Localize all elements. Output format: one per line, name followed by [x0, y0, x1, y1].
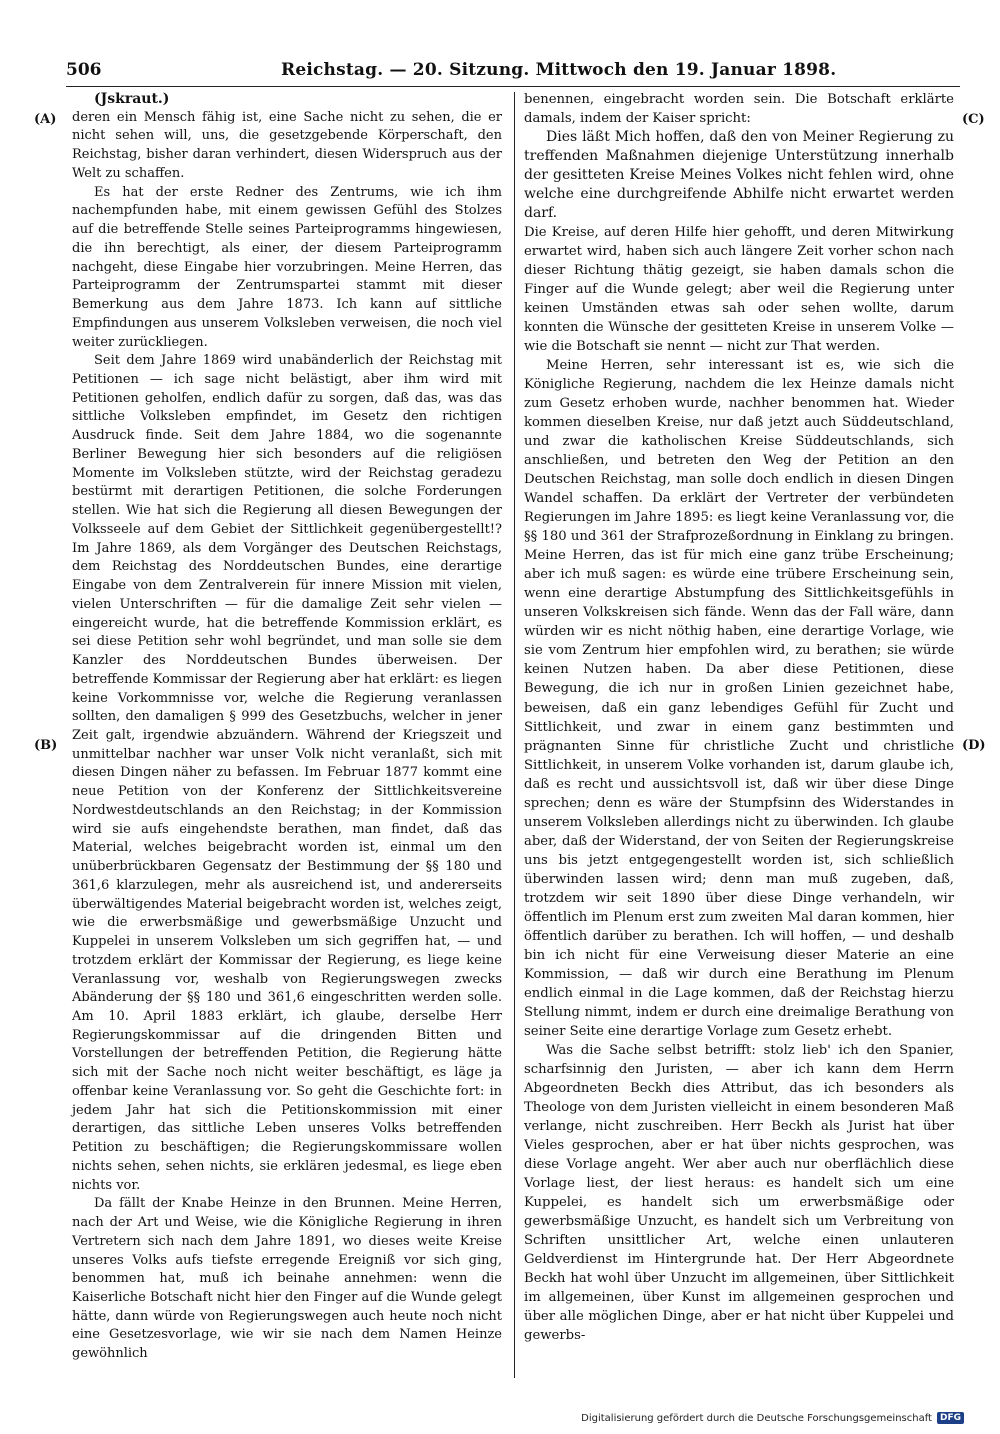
paragraph: Was die Sache selbst betrifft: stolz lieb' ich den Spanier, scharfsinnig den Juristen, — aber ich kann dem Herrn Abgeordneten Beckh dies Attribut, das ich besonders als Theologe von dem Juristen vielleicht in einem besonderen Maß verlange, nicht zuschreiben. Herr Beckh als Jurist hat über Vieles gesprochen, aber er hat über nichts gesprochen, was diese Vorlage angeht. Wer aber auch nur oberflächlich diese Vorlage liest, der liest heraus: es handelt sich um eine Kuppelei, es handelt sich um erwerbsmäßige oder gewerbsmäßige Unzucht, es handelt sich um Verbreitung von Schriften unsittlicher Art, welche einen unlauteren Geldverdienst im Hintergrunde hat. Der Herr Abgeordnete Beckh hat wohl über Unzucht im allgemeinen, über Sittlichkeit im allgemeinen, über Kunst im allgemeinen gesprochen und über alle möglichen Dinge, aber er hat nicht über Kuppelei und gewerbs- — [524, 1042, 954, 1344]
paragraph: benennen, eingebracht worden sein. Die Botschaft erklärte damals, indem der Kaiser spricht: — [524, 92, 954, 127]
funding-credit: Digitalisierung gefördert durch die Deutsche Forschungsgemeinschaft — [581, 1412, 932, 1424]
footer-credit — [581, 1412, 964, 1424]
speaker-name: (Jskraut.) — [94, 91, 170, 107]
paragraph: Es hat der erste Redner des Zentrums, wie ich ihm nachempfunden habe, mit einem gewissen Gefühl des Stolzes auf die betreffende Stelle seines Parteiprogramms hingewiesen, die ihn berechtigt, als einer, der diesem Parteiprogramm nachgeht, diese Eingabe hier vorzubringen. Meine Herren, das Parteiprogramm der Zentrumspartei stammt mit dieser Bemerkung aus dem Jahre 1873. Ich kann auf sittliche Empfindungen aus unserem Volksleben verweisen, die noch viel weiter zurückliegen. — [72, 184, 502, 350]
paragraph: Meine Herren, sehr interessant ist es, wie sich die Königliche Regierung, nachdem die lex Heinze damals nicht zum Gesetz erhoben wurde, nachher benommen hat. Wieder kommen dieselben Kreise, nur daß jetzt auch Süddeutschland, und zwar die katholischen Kreise Süddeutschlands, sich anschließen, und betreten den Weg der Petition an den Deutschen Reichstag, man solle doch endlich in diesen Dingen Wandel schaffen. Da erklärt der Vertreter der verbündeten Regierungen im Jahre 1895: es liegt keine Veranlassung vor, die §§ 180 und 361 der Strafprozeßordnung in Einklang zu bringen. Meine Herren, das ist für mich eine ganz trübe Erscheinung; aber ich muß sagen: es würde eine trübere Erscheinung sein, wenn eine derartige Abstumpfung des Sittlichkeitsgefühls in unseren Volkskreisen sich fände. Wenn das der Fall wäre, dann würden wir es nicht nöthig haben, eine derartige Vorlage, wie sie vom Zentrum hier empfohlen wird, zu berathen; sie würde keinen Nutzen haben. Da aber diese Petitionen, diese Bewegung, die ich nur in großen Linien gezeichnet habe, beweisen, daß ein ganz lebendiges Gefühl für Zucht und Sittlichkeit, und zwar in einem ganz bestimmten und prägnanten Sinne für christliche Zucht und christliche Sittlichkeit, in unserem Volke vorhanden ist, darum glaube ich, daß es recht und aussichtsvoll ist, daß wir über diese Dinge sprechen; denn es wäre der Stumpfsinn des Widerstandes in unserem Volksleben allerdings nicht zu überwinden. Ich glaube aber, daß der Widerstand, der von Seiten der Regierungskreise uns bis jetzt entgegengestellt worden ist, sich schließlich überwinden lassen wird; denn man muß zugeben, daß, trotzdem wir seit 1890 über diese Dinge verhandeln, wir öffentlich im Plenum erst zum zweiten Mal daran kommen, hier öffentlich darüber zu berathen. Ich will hoffen, — und deshalb bin ich nicht für eine Verweisung dieser Materie an eine Kommission, — daß wir durch eine Berathung im Plenum endlich einmal in die Lage kommen, daß der Reichstag hierzu Stellung nimmt, indem er durch eine dreimalige Berathung von seiner Seite eine derartige Vorlage zum Gesetz erhebt. — [524, 358, 955, 1039]
margin-mark-b: (B) — [34, 738, 58, 753]
block-quote: Dies läßt Mich hoffen, daß den von Meiner Regierung zu treffenden Maßnahmen diejenige Unterstützung innerhalb der gesitteten Kreise Meines Volkes nicht fehlen wird, ohne welche eine durchgreifende Abhilfe nicht erwartet werden darf. — [524, 129, 954, 222]
paragraph: Seit dem Jahre 1869 wird unabänderlich der Reichstag mit Petitionen — ich sage nicht belästigt, aber ihm wird mit Petitionen geholfen, endlich dafür zu sorgen, daß das, was das sittliche Volksleben empfindet, im Gesetz den richtigen Ausdruck finde. Seit dem Jahre 1884, wo die sogenannte Berliner Bewegung hier sich besonders auf die religiösen Momente im Volksleben stützte, wird der Reichstag geradezu bestürmt mit derartigen Petitionen, die solche Forderungen stellen. Wie hat sich die Regierung all diesen Bewegungen der Volksseele auf dem Gebiet der Sittlichkeit gegenübergestellt!? Im Jahre 1869, als dem Vorgänger des Deutschen Reichstags, dem Reichstag des Norddeutschen Bundes, eine derartige Eingabe von dem Zentralverein für innere Mission mit vielen, vielen Unterschriften — für die damalige Zeit sehr vielen — eingereicht wurde, hat die betreffende Kommission erklärt, es sei diese Petition sehr wohl begründet, und man solle sie dem Kanzler des Norddeutschen Bundes überweisen. Der betreffende Kommissar der Regierung aber hat erklärt: es liegen keine Vorkommnisse vor, welche die Regierung veranlassen sollten, den damaligen § 999 des Gesetzbuchs, welcher in jener Zeit galt, irgendwie abzuändern. Während der Kriegszeit und unmittelbar nachher war unser Volk nicht veranlaßt, sich mit diesen Dingen näher zu befassen. Im Februar 1877 kommt eine neue Petition von der Konferenz der Sittlichkeitsvereine Nordwestdeutschlands an den Reichstag; in der Kommission wird sie aufs eingehendste berathen, man findet, daß das Material, welches beigebracht worden ist, einmal um den unüberbrückbaren Gegensatz der Bestimmung der §§ 180 und 361,6 klarzulegen, mehr als ausreichend ist, und andererseits überwältigendes Material beigebracht worden ist, welches zeigt, wie die erwerbsmäßige und gewerbsmäßige Unzucht und Kuppelei in unserem Volksleben um sich gegriffen hat, — und trotzdem erklärt der Kommissar der Regierung, es liege keine Veranlassung vor, weshalb von Regierungswegen zwecks Abänderung der §§ 180 und 361,6 eingeschritten werden solle. Am 10. April 1883 erklärt, ich glaube, derselbe Herr Regierungskommissar auf die dringenden Bitten und Vorstellungen der betreffenden Petition, die Regierung hätte sich mit der Sache noch nicht weiter beschäftigt, es läge ja offenbar keine Veranlassung vor. So geht die Geschichte fort: in jedem Jahr hat sich die Petitionskommission mit einer derartigen, das sittliche Leben unseres Volks betreffenden Petition zu beschäftigen; die Regierungskommissare wollen nichts sehen, sehen nichts, sie erklären jedesmal, es liege eben nichts vor. — [72, 353, 502, 1193]
right-column — [524, 90, 954, 1345]
running-head: Reichstag. — 20. Sitzung. Mittwoch den 19. Januar 1898. — [281, 60, 837, 80]
page-number: 506 — [66, 60, 102, 80]
margin-mark-d: (D) — [962, 738, 986, 753]
header-rule — [66, 86, 960, 87]
paragraph: deren ein Mensch fähig ist, eine Sache nicht zu sehen, die er nicht sehen will, uns, die gesetzgebende Körperschaft, den Reichstag, bisher daran verhindert, diesen Widerspruch aus der Welt zu schaffen. — [72, 109, 502, 181]
paragraph: Da fällt der Knabe Heinze in den Brunnen. Meine Herren, nach der Art und Weise, wie die Königliche Regierung in ihren Vertretern sich nach dem Jahre 1891, wo dieses weite Kreise unseres Volks aufs tiefste erregende Ereigniß vor sich ging, benommen hat, muß ich beinahe annehmen: wenn die Kaiserliche Botschaft nicht hier den Finger auf die Wunde gelegt hätte, dann würde von Regierungswegen auch heute noch nicht eine Gesetzesvorlage, wie wir sie nach dem Namen Heinze gewöhnlich — [72, 1196, 502, 1362]
margin-mark-c: (C) — [962, 112, 985, 127]
page-header — [66, 60, 956, 86]
column-divider — [514, 92, 515, 1378]
left-column — [72, 90, 502, 1364]
paragraph: Die Kreise, auf deren Hilfe hier gehofft, und deren Mitwirkung erwartet wird, haben sich auch längere Zeit vorher schon nach dieser Richtung thätig gezeigt, sie haben damals schon die Finger auf die Wunde gelegt; aber weil die Regierung unter keinen Umständen etwas sah oder sehen wollte, darum konnten die Wünsche der gesitteten Kreise in unserem Volke — wie die Botschaft sie nennt — nicht zur That werden. — [524, 225, 954, 355]
margin-mark-a: (A) — [34, 112, 57, 127]
dfg-logo: DFG — [937, 1412, 964, 1424]
